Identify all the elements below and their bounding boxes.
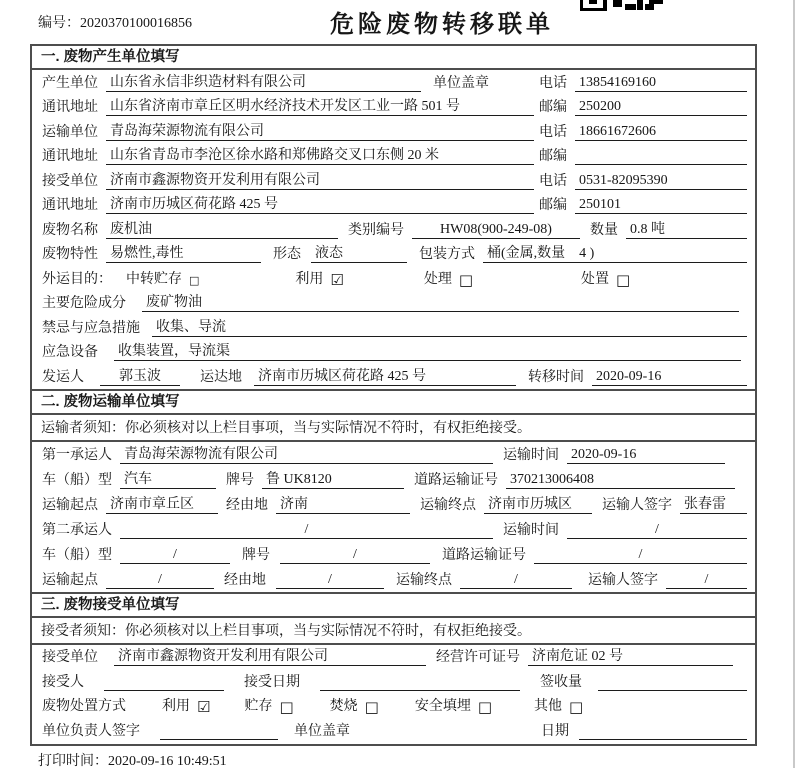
carrier2-label: 第二承运人 xyxy=(42,522,112,538)
accept-date-value xyxy=(320,690,520,691)
sign1-value: 张春雷 xyxy=(680,493,747,514)
print-time-label: 打印时间： xyxy=(38,754,108,769)
plate-label: 牌号 xyxy=(226,472,254,488)
receiver-address: 济南市历城区荷花路 425 号 xyxy=(106,193,534,214)
equipment-row xyxy=(32,340,755,365)
plate1-value: 鲁 UK8120 xyxy=(262,468,404,489)
purpose-row xyxy=(32,266,755,291)
zip-label: 邮编 xyxy=(539,100,567,115)
transporter-value: 青岛海荣源物流有限公司 xyxy=(106,120,534,141)
form-value: 液态 xyxy=(311,242,407,263)
carrier2-row xyxy=(32,517,755,542)
purpose-use-label: 利用 xyxy=(295,271,324,287)
disposal-option-store xyxy=(244,695,293,715)
category-label: 类别编号 xyxy=(348,222,404,238)
receiver-value: 济南市鑫源物资开发利用有限公司 xyxy=(106,169,534,190)
receiver-zip: 250101 xyxy=(575,197,747,214)
page-title: 危险废物转移联单 xyxy=(330,11,554,38)
disposal-option-use xyxy=(162,695,210,715)
disposal-use-label: 利用 xyxy=(162,699,190,715)
print-time xyxy=(38,750,227,770)
via-label: 经由地 xyxy=(226,497,268,513)
address-label: 通讯地址 xyxy=(42,100,98,115)
address-label: 通讯地址 xyxy=(42,149,98,164)
carrier-sign-label: 运输人签字 xyxy=(588,572,658,588)
seal-label: 单位盖章 xyxy=(433,75,489,91)
producer-row xyxy=(32,70,755,95)
via2-value: / xyxy=(276,572,384,589)
dest2-value: / xyxy=(460,572,572,589)
qr-code-icon xyxy=(580,0,666,11)
checkbox-checked-icon: ☑ xyxy=(197,698,211,717)
character-label: 废物特性 xyxy=(42,247,98,262)
vehicle2-row xyxy=(32,542,755,567)
carrier1-row xyxy=(32,442,755,467)
taboo-row xyxy=(32,315,755,340)
transporter-phone: 18661672606 xyxy=(575,124,747,141)
receiver-row xyxy=(32,168,755,193)
carrier2-value: / xyxy=(120,522,493,539)
transport-time1: 2020-09-16 xyxy=(567,447,725,464)
permit-label: 道路运输证号 xyxy=(414,472,498,488)
consignor-row xyxy=(32,364,755,389)
vehicle1-row xyxy=(32,467,755,492)
purpose-label: 外运目的： xyxy=(42,271,112,287)
checkbox-checked-icon: ☑ xyxy=(330,270,344,289)
origin2-value: / xyxy=(106,572,214,589)
accept-person-value xyxy=(104,690,224,691)
origin-label: 运输起点 xyxy=(42,497,98,513)
disposal-row xyxy=(32,694,755,719)
vehicle-label: 车（船）型 xyxy=(42,472,112,488)
via-label: 经由地 xyxy=(224,572,266,588)
taboo-value: 收集、导流 xyxy=(152,316,747,337)
packing-value: 桶(金属,数量 4 ) xyxy=(483,242,747,263)
via1-value: 济南 xyxy=(276,493,410,514)
disposal-burn-label: 焚烧 xyxy=(329,699,358,715)
section1-title: 一. 废物产生单位填写 xyxy=(32,46,755,70)
dest-label: 运输终点 xyxy=(420,497,476,513)
carrier1-label: 第一承运人 xyxy=(42,447,112,463)
disposal-other-label: 其他 xyxy=(534,699,563,715)
date-value xyxy=(579,739,747,740)
permit-label: 道路运输证号 xyxy=(442,547,526,563)
origin-label: 运输起点 xyxy=(42,572,98,588)
transporter-label: 运输单位 xyxy=(42,124,98,140)
plate-label: 牌号 xyxy=(242,547,270,563)
accept-unit-label: 接受单位 xyxy=(42,650,98,666)
carrier1-value: 青岛海荣源物流有限公司 xyxy=(120,443,493,464)
unit-seal-label: 单位盖章 xyxy=(294,723,350,739)
equipment-label: 应急设备 xyxy=(42,345,98,360)
serial-value: 2020370100016856 xyxy=(80,16,192,31)
serial-number xyxy=(38,12,192,32)
receiver-label: 接受单位 xyxy=(42,173,98,189)
transporter-row xyxy=(32,119,755,144)
taboo-label: 禁忌与应急措施 xyxy=(42,320,140,336)
transfer-time-value: 2020-09-16 xyxy=(592,369,747,386)
transporter-address: 山东省青岛市李沧区徐水路和郑佛路交叉口东侧 20 米 xyxy=(106,144,534,165)
transport-time2: / xyxy=(567,522,747,539)
vehicle-label: 车（船）型 xyxy=(42,547,112,563)
transporter-address-row xyxy=(32,144,755,169)
license-value: 济南危证 02 号 xyxy=(528,645,733,666)
checkbox-unchecked-icon: □ xyxy=(279,698,294,717)
waste-character-row xyxy=(32,242,755,267)
accept-person-row xyxy=(32,669,755,694)
signed-amount-value xyxy=(598,690,747,691)
equipment-value: 收集装置，导流渠 xyxy=(114,340,741,361)
consignor-label: 发运人 xyxy=(42,369,84,385)
producer-phone: 13854169160 xyxy=(575,75,747,92)
zip-label: 邮编 xyxy=(539,198,567,213)
transport-time-label: 运输时间 xyxy=(503,447,559,463)
manifest-form xyxy=(30,44,757,746)
hazard-label: 主要危险成分 xyxy=(42,296,126,311)
checkbox-unchecked-icon: □ xyxy=(364,698,379,717)
destination-value: 济南市历城区荷花路 425 号 xyxy=(254,365,516,386)
transfer-time-label: 转移时间 xyxy=(528,369,584,385)
destination-label: 运达地 xyxy=(200,369,242,385)
address-label: 通讯地址 xyxy=(42,198,98,213)
sign2-value: / xyxy=(666,572,747,589)
purpose-option-use xyxy=(295,268,343,288)
quantity-label: 数量 xyxy=(590,222,618,238)
section2-title: 二. 废物运输单位填写 xyxy=(32,389,755,415)
consignor-value: 郭玉波 xyxy=(100,365,180,386)
category-code: HW08(900-249-08) xyxy=(412,222,580,239)
receiver-phone: 0531-82095390 xyxy=(575,173,747,190)
checkbox-unchecked-icon: □ xyxy=(569,698,584,717)
waste-name-row xyxy=(32,217,755,242)
head-sign-row xyxy=(32,718,755,743)
accept-unit-row xyxy=(32,645,755,670)
dest-label: 运输终点 xyxy=(396,572,452,588)
purpose-treat-label: 处理 xyxy=(423,271,452,287)
checkbox-unchecked-icon: □ xyxy=(616,270,631,289)
dest1-value: 济南市历城区 xyxy=(484,493,592,514)
disposal-landfill-label: 安全填埋 xyxy=(414,699,471,715)
license-label: 经营许可证号 xyxy=(436,650,520,666)
vehicle1-value: 汽车 xyxy=(120,468,216,489)
producer-label: 产生单位 xyxy=(42,75,98,91)
disposal-store-label: 贮存 xyxy=(244,699,273,715)
print-time-value: 2020-09-16 10:49:51 xyxy=(108,754,227,769)
purpose-dispose-label: 处置 xyxy=(581,271,610,287)
form-label: 形态 xyxy=(273,247,301,262)
receiver-notice: 接受者须知：你必须核对以上栏目事项，当与实际情况不符时，有权拒绝接受。 xyxy=(32,618,755,645)
purpose-option-transfer xyxy=(126,268,199,288)
origin1-value: 济南市章丘区 xyxy=(106,493,218,514)
phone-label: 电话 xyxy=(539,75,567,91)
permit1-value: 370213006408 xyxy=(506,472,735,489)
signed-amount-label: 签收量 xyxy=(540,674,582,690)
waste-name-label: 废物名称 xyxy=(42,222,98,238)
producer-zip: 250200 xyxy=(575,99,747,116)
transporter-notice: 运输者须知：你必须核对以上栏目事项，当与实际情况不符时，有权拒绝接受。 xyxy=(32,415,755,442)
route2-row xyxy=(32,567,755,592)
purpose-transfer-label: 中转贮存 xyxy=(126,271,182,287)
hazard-row xyxy=(32,291,755,316)
receiver-address-row xyxy=(32,193,755,218)
carrier-sign-label: 运输人签字 xyxy=(602,497,672,513)
hazard-value: 废矿物油 xyxy=(142,291,739,312)
checkbox-unchecked-icon: □ xyxy=(477,698,493,717)
disposal-label: 废物处置方式 xyxy=(42,699,126,715)
checkbox-unchecked-icon: □ xyxy=(458,270,474,289)
purpose-option-treat xyxy=(424,268,473,288)
quantity-value: 0.8 吨 xyxy=(626,218,747,239)
packing-label: 包装方式 xyxy=(419,247,475,262)
route1-row xyxy=(32,492,755,517)
accept-unit-value: 济南市鑫源物资开发利用有限公司 xyxy=(114,645,426,666)
phone-label: 电话 xyxy=(539,173,567,189)
producer-address-row xyxy=(32,95,755,120)
disposal-option-other xyxy=(534,695,583,715)
disposal-option-landfill xyxy=(415,695,492,715)
page-right-edge xyxy=(793,0,795,768)
phone-label: 电话 xyxy=(539,124,567,140)
permit2-value: / xyxy=(534,547,747,564)
serial-label: 编号： xyxy=(38,16,80,31)
vehicle2-value: / xyxy=(120,547,230,564)
section3-title: 三. 废物接受单位填写 xyxy=(32,592,755,618)
character-value: 易燃性,毒性 xyxy=(106,242,261,263)
accept-date-label: 接受日期 xyxy=(244,674,300,690)
transport-time-label: 运输时间 xyxy=(503,522,559,538)
plate2-value: / xyxy=(280,547,430,564)
producer-address: 山东省济南市章丘区明水经济技术开发区工业一路 501 号 xyxy=(106,95,534,116)
head-sign-value xyxy=(160,739,278,740)
transporter-zip xyxy=(575,164,747,165)
waste-name: 废机油 xyxy=(106,218,338,239)
producer-value: 山东省永信非织造材料有限公司 xyxy=(106,71,421,92)
purpose-option-dispose xyxy=(581,268,630,288)
date-label: 日期 xyxy=(541,723,569,739)
checkbox-unchecked-icon: □ xyxy=(189,273,200,287)
disposal-option-burn xyxy=(330,695,379,715)
accept-person-label: 接受人 xyxy=(42,674,84,690)
head-sign-label: 单位负责人签字 xyxy=(42,723,140,739)
zip-label: 邮编 xyxy=(539,149,567,164)
